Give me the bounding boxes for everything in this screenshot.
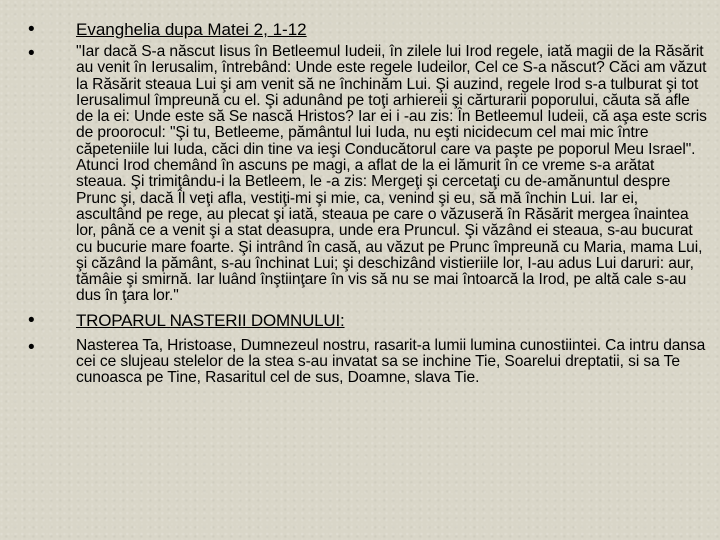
bullet-item-gospel-text xyxy=(28,44,708,305)
troparion-text: • Nasterea Ta, Hristoase, Dumnezeul nostru, rasarit-a lumii lumina cunostiintei. Ca intru dansa cei ce slujeau stelelor de la stea s-au invatat sa se inchine Tie, Soarelui dreptatii, si sa Te cunoasca pe Tine, Rasaritul cel de sus, Doamne, slava Tie. xyxy=(76,336,706,387)
bullet-item-gospel-title xyxy=(28,20,708,39)
gospel-text: • "Iar dacă S-a născut Iisus în Betleemul Iudeii, în zilele lui Irod regele, iată magii de la Răsărit au venit în Ierusalim, întrebând: Unde este regele Iudeilor, Cel ce S-a născut? Căci am văzut la Răsărit steaua Lui şi am venit să ne închinăm Lui. Şi auzind, regele Irod s-a tulburat şi tot Ierusalimul împreună cu el. Şi adunând pe toţi arhiereii şi cărturarii poporului, căuta să afle de la ei: Unde este să Se nască Hristos? Iar ei i -au zis: În Betleemul Iudeii, că aşa este scris de proorocul: "Şi tu, Betleeme, pământul lui Iuda, nu eşti nicidecum cel mai mic între căpeteniile lui Iuda, căci din tine va ieşi Conducătorul care va paşte pe poporul Meu Israel". Atunci Irod chemând în ascuns pe magi, a aflat de la ei lămurit în ce vreme s-a arătat steaua. Şi trimiţându-i la Betleem, le -a zis: Mergeţi şi cercetaţi cu de-amănuntul despre Prunc şi, dacă Îl veţi afla, vestiţi-mi şi mie, ca, venind şi eu, să mă închin Lui. Iar ei, ascultând pe rege, au plecat şi iată, steaua pe care o văzuseră în Răsărit mergea înaintea lor, până ce a venit şi a stat deasupra, unde era Pruncul. Şi văzând ei steaua, s-au bucurat cu bucurie mare foarte. Şi intrând în casă, au văzut pe Prunc împreună cu Maria, mama Lui, şi căzând la pământ, s-au închinat Lui; şi deschizând vistieriile lor, I-au adus Lui daruri: aur, tămâie şi smirnă. Iar luând înştiinţare în vis să nu se mai întoarcă la Irod, pe altă cale s-au dus în ţara lor." xyxy=(76,43,707,305)
bullet-item-troparion-title xyxy=(28,311,708,330)
slide xyxy=(28,20,708,387)
troparion-title: • TROPARUL NASTERII DOMNULUI: xyxy=(76,310,345,330)
bullet-list xyxy=(28,20,708,387)
gospel-title: • Evanghelia dupa Matei 2, 1-12 xyxy=(76,20,307,39)
bullet-item-troparion-text xyxy=(28,338,708,387)
